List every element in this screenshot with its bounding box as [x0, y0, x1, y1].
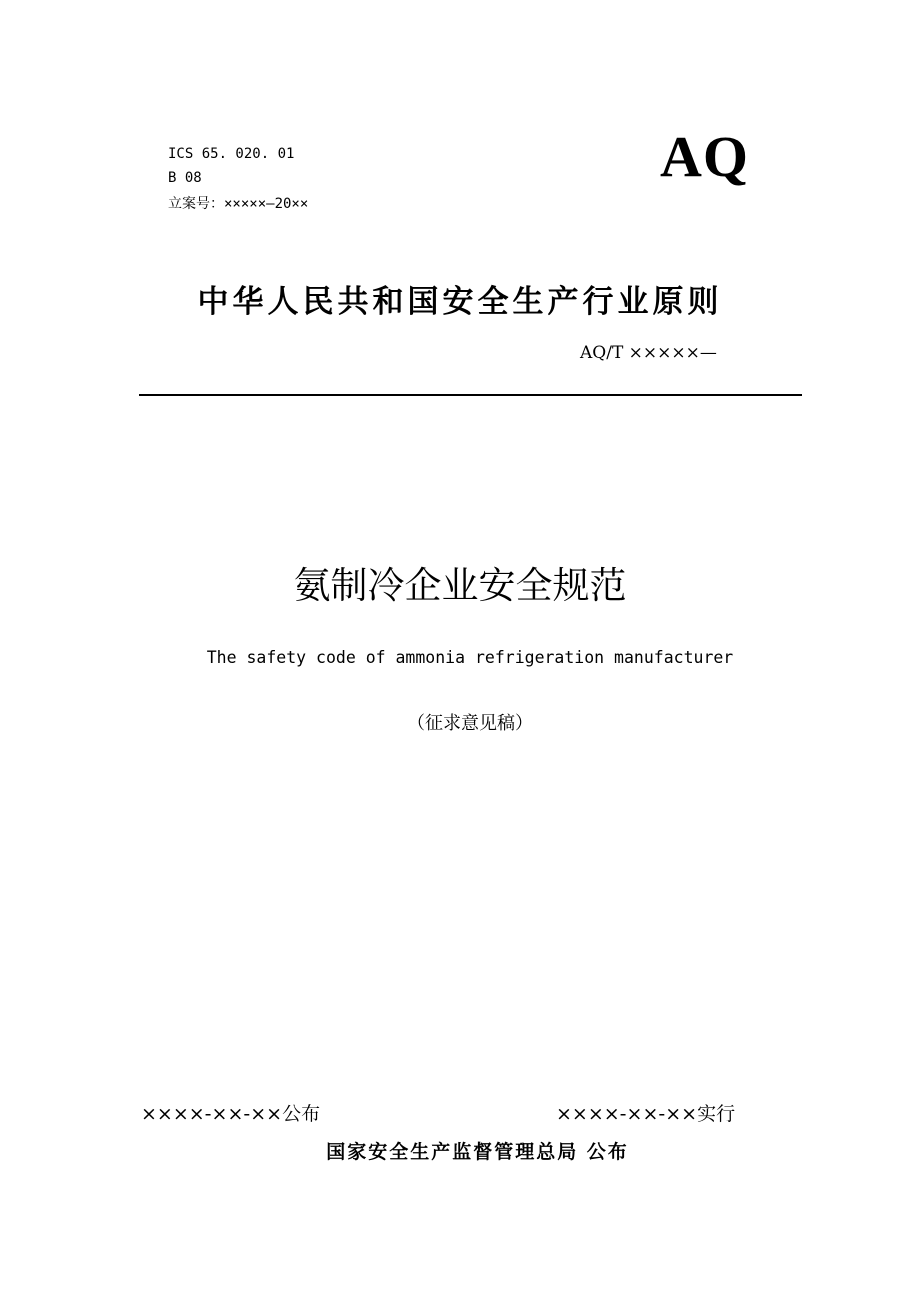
draft-status: （征求意见稿）: [407, 713, 533, 734]
ccs-code: B 08: [168, 170, 202, 186]
ics-code: ICS 65. 020. 01: [168, 146, 295, 162]
document-title: 氨制冷企业安全规范: [293, 564, 627, 607]
aq-logo: AQ: [660, 124, 749, 189]
standard-category-title: 中华人民共和国安全生产行业原则: [197, 284, 723, 320]
standard-number: AQ/T ×××××—: [580, 343, 717, 363]
filing-number: 立案号：×××××—20××: [168, 196, 309, 212]
header-divider: [139, 394, 802, 396]
publish-date: ××××-××-××公布: [141, 1103, 321, 1125]
issuing-authority: 国家安全生产监督管理总局 公布: [326, 1141, 629, 1163]
effective-date: ××××-××-××实行: [556, 1103, 736, 1125]
document-title-english: The safety code of ammonia refrigeration manufacturer: [206, 648, 734, 667]
